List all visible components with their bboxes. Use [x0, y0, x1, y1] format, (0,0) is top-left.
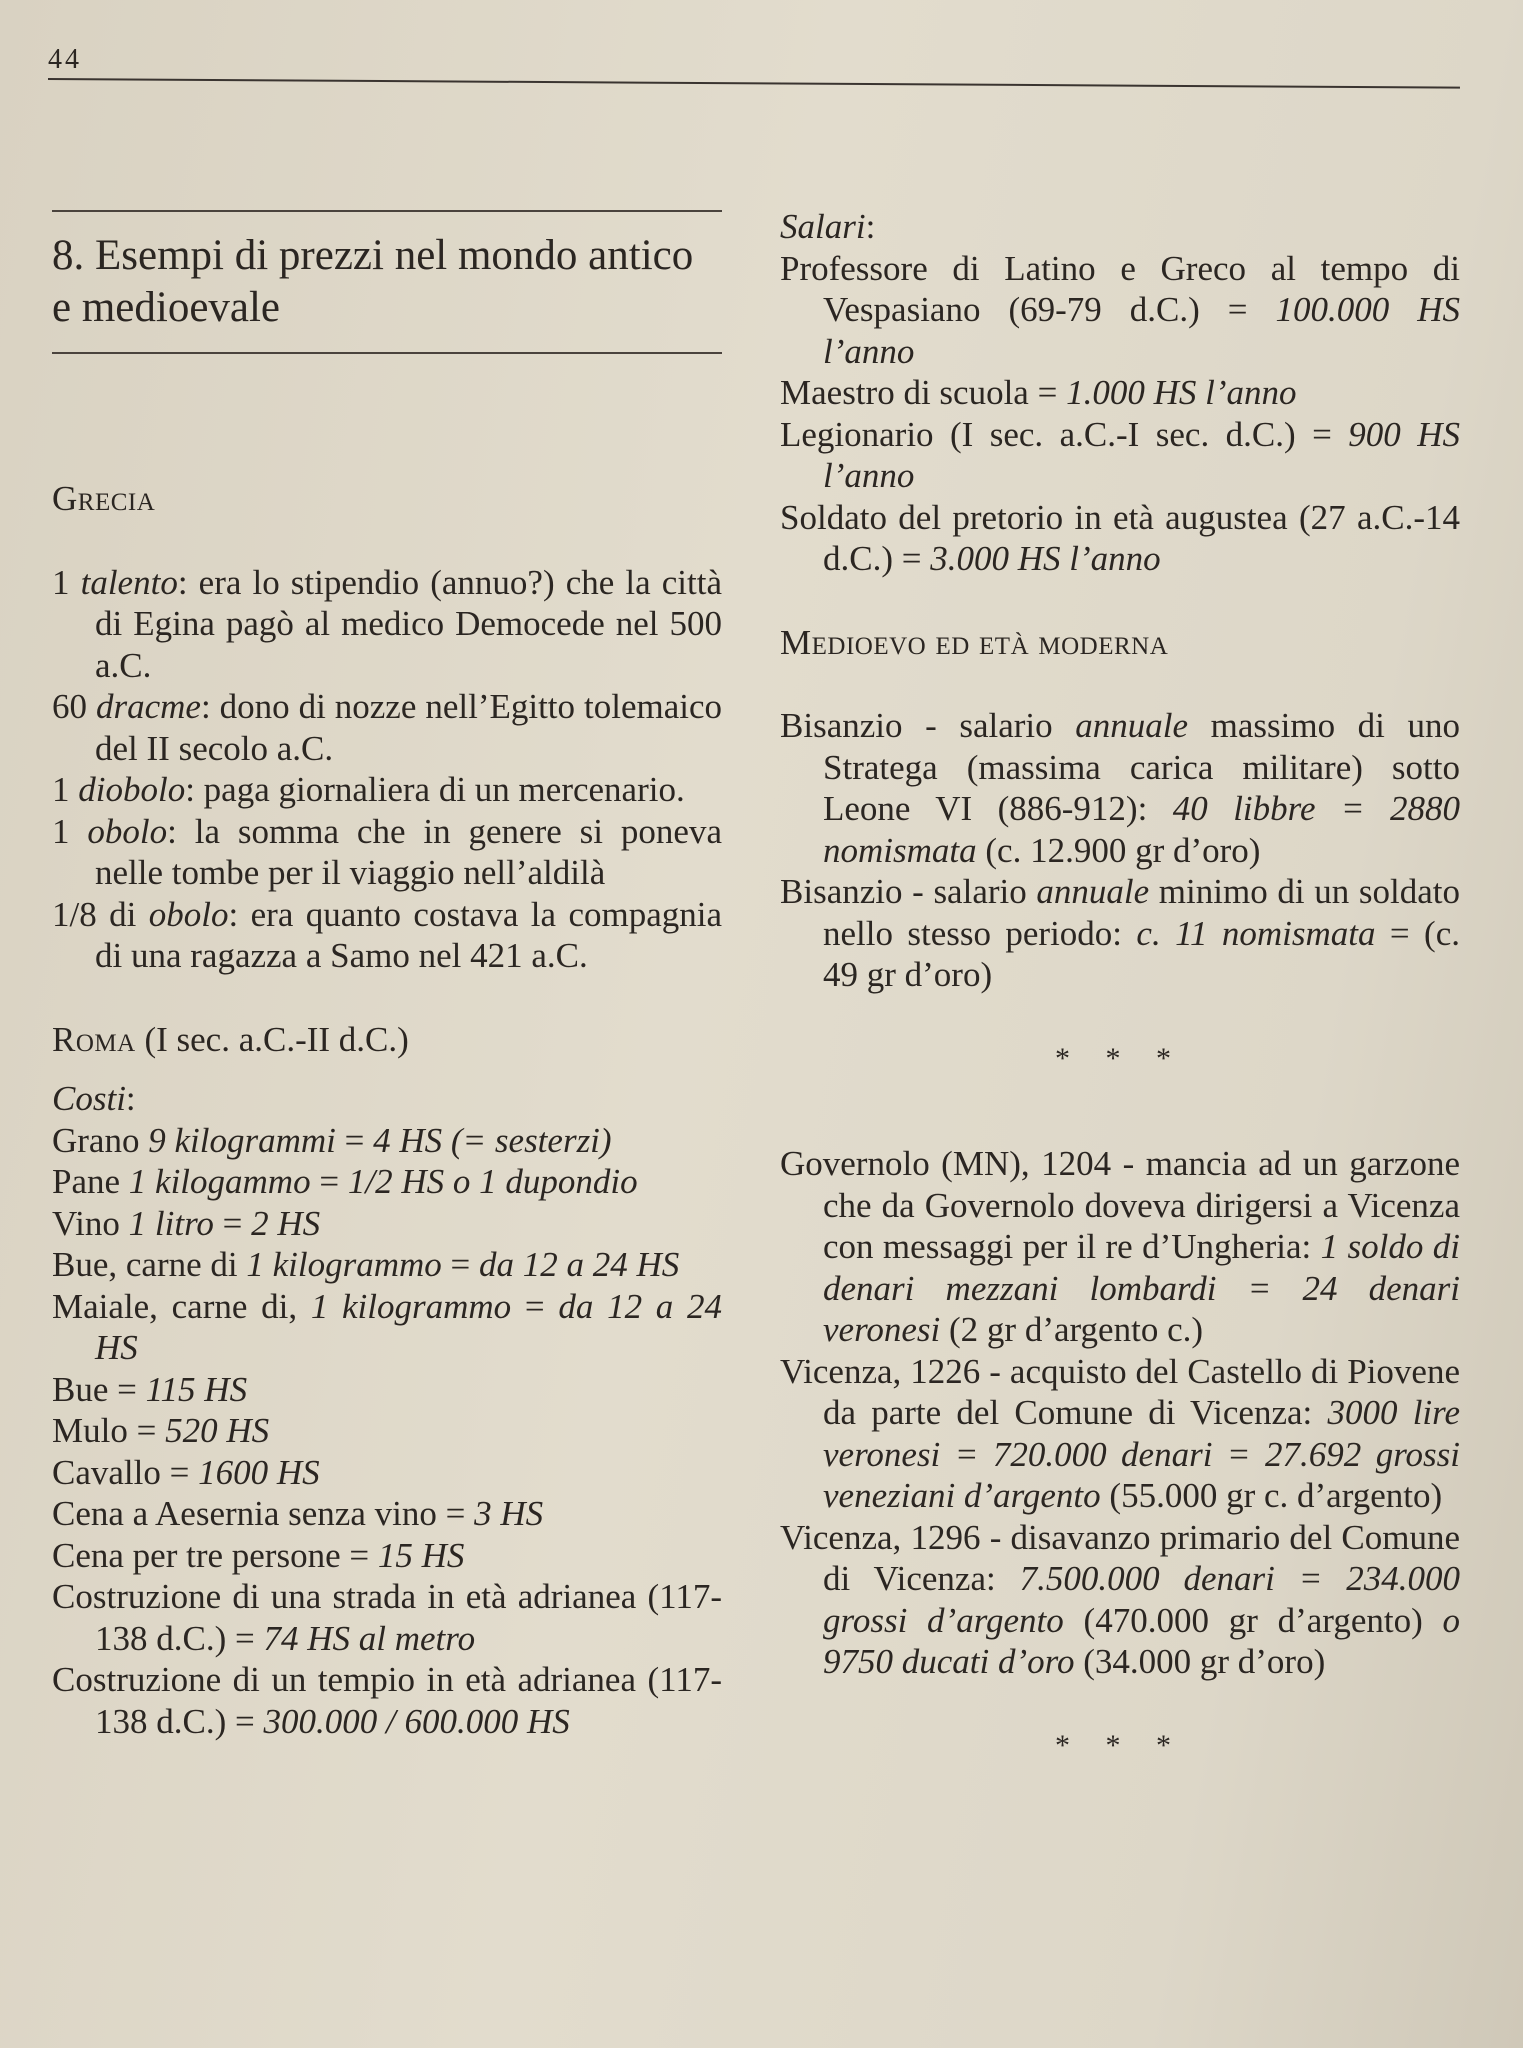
list-item: Mulo = 520 HS [52, 1411, 270, 1450]
list-item: Maestro di scuola = 1.000 HS l’anno [780, 373, 1297, 412]
list-item: Bisanzio - salario annuale minimo di un soldato nello stesso periodo: c. 11 nomismata = (c. 49 gr d’oro) [780, 872, 1460, 994]
list-item: Pane 1 kilogammo = 1/2 HS o 1 dupondio [52, 1162, 638, 1201]
section-separator-2: * * * [1055, 1728, 1185, 1762]
list-item: 1 diobolo: paga giornaliera di un mercenario. [52, 770, 685, 809]
costi-label: Costi: [52, 1079, 136, 1118]
grecia-list [52, 562, 722, 977]
header-rule [48, 78, 1460, 89]
costi-list [52, 1120, 722, 1743]
list-item: Costruzione di una strada in età adrianea (117-138 d.C.) = 74 HS al metro [52, 1577, 722, 1658]
section-top-rule [52, 210, 722, 212]
list-item: 60 dracme: dono di nozze nell’Egitto tolemaico del II secolo a.C. [52, 687, 722, 768]
list-item: Professore di Latino e Greco al tempo di Vespasiano (69-79 d.C.) = 100.000 HS l’anno [780, 248, 1460, 371]
salari-label: Salari: [780, 207, 876, 246]
list-item: Cena per tre persone = 15 HS [52, 1535, 465, 1575]
right-column [780, 206, 1460, 1766]
list-item: Legionario (I sec. a.C.-I sec. d.C.) = 900 HS l’anno [780, 414, 1460, 495]
section-separator: * * * [1055, 1041, 1185, 1075]
list-item: Soldato del pretorio in età augustea (27 a.C.-14 d.C.) = 3.000 HS l’anno [780, 497, 1460, 578]
list-item: Bue = 115 HS [52, 1369, 248, 1409]
medioevo-heading: Medioevo ed età moderna [780, 622, 1169, 662]
list-item: Cavallo = 1600 HS [52, 1452, 320, 1492]
left-column [52, 210, 722, 1742]
roma-heading: Roma (I sec. a.C.-II d.C.) [52, 1019, 409, 1059]
page-number: 44 [48, 44, 82, 75]
list-item: 1 obolo: la somma che in genere si poneva nelle tombe per il viaggio nell’aldilà [52, 811, 722, 892]
section-title: 8. Esempi di prezzi nel mondo antico e medioevale [52, 232, 694, 331]
list-item: Maiale, carne di, 1 kilogrammo = da 12 a 24 HS [52, 1286, 723, 1367]
list-item: Costruzione di un tempio in età adrianea (117-138 d.C.) = 300.000 / 600.000 HS [52, 1660, 722, 1741]
list-item: Bisanzio - salario annuale massimo di uno Stratega (massima carica militare) sotto Leone VI (886-912): 40 libbre = 2880 nomismata (c. 12.900 gr d’oro) [780, 706, 1460, 870]
list-item: 1/8 di obolo: era quanto costava la compagnia di una ragazza a Samo nel 421 a.C. [52, 894, 722, 975]
list-item: Bue, carne di 1 kilogrammo = da 12 a 24 HS [52, 1245, 680, 1284]
list-item: Grano 9 kilogrammi = 4 HS (= sesterzi) [52, 1120, 612, 1160]
medioevo-list-2 [780, 1143, 1460, 1683]
list-item: Vino 1 litro = 2 HS [52, 1203, 321, 1243]
list-item: Governolo (MN), 1204 - mancia ad un garzone che da Governolo doveva dirigersi a Vicenza con messaggi per il re d’Ungheria: 1 soldo di denari mezzani lombardi = 24 denari veronesi (2 gr d’argento c.) [780, 1144, 1460, 1349]
medioevo-list [780, 705, 1460, 996]
list-item: 1 talento: era lo stipendio (annuo?) che la città di Egina pagò al medico Democede nel 500 a.C. [52, 562, 723, 685]
list-item: Cena a Aesernia senza vino = 3 HS [52, 1494, 544, 1533]
list-item: Vicenza, 1226 - acquisto del Castello di Piovene da parte del Comune di Vicenza: 3000 lire veronesi = 720.000 denari = 27.692 grossi veneziani d’argento (55.000 gr c. d’argento) [780, 1351, 1461, 1515]
grecia-heading: Grecia [52, 479, 156, 518]
list-item: Vicenza, 1296 - disavanzo primario del Comune di Vicenza: 7.500.000 denari = 234.000 grossi d’argento (470.000 gr d’argento) o 9750 ducati d’oro (34.000 gr d’oro) [780, 1517, 1460, 1681]
salari-list [780, 248, 1460, 580]
